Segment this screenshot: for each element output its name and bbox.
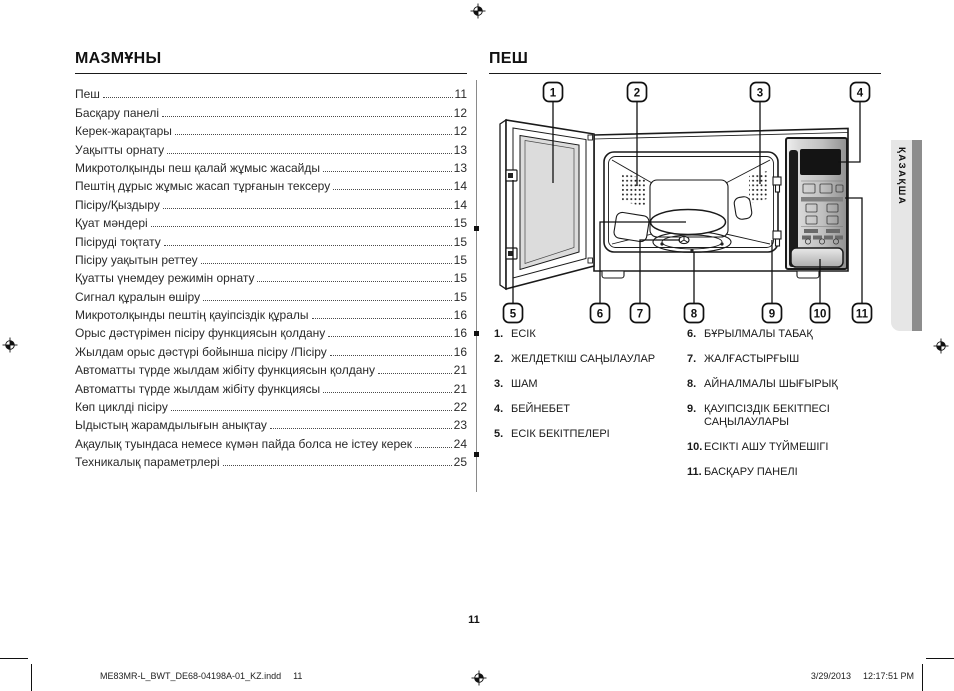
toc-entry-page: 16 <box>453 308 467 323</box>
toc-entry-page: 23 <box>453 418 467 433</box>
callout-11 <box>853 304 872 323</box>
part-item <box>687 466 887 479</box>
ventilation-holes-left <box>622 173 645 207</box>
toc-entry-page: 13 <box>453 160 467 175</box>
toc-leader-dots <box>328 336 451 337</box>
toc-leader-dots <box>323 171 452 172</box>
toc-leader-dots <box>257 281 451 282</box>
parts-list-left <box>494 328 676 453</box>
toc-entry <box>75 120 467 138</box>
footer-date: 3/29/2013 <box>810 671 851 681</box>
toc-entry-label: Көп циклді пісіру <box>75 400 168 415</box>
footer-file-page: 11 <box>293 671 303 681</box>
toc-entry-label: Қуат мәндері <box>75 216 148 231</box>
divider-mark <box>474 331 479 336</box>
toc-entry-label: Ыдыстың жарамдылығын анықтау <box>75 418 267 433</box>
toc-entry-page: 14 <box>453 197 467 212</box>
toc-entry <box>75 249 467 267</box>
toc-entry <box>75 396 467 414</box>
column-divider <box>476 80 477 492</box>
ventilation-holes-right <box>749 171 767 204</box>
part-item <box>494 378 676 391</box>
callout-2 <box>628 83 647 102</box>
lamp-cover <box>733 196 752 220</box>
registration-mark-right <box>933 338 949 354</box>
microwave-diagram <box>485 78 895 330</box>
toc-entry <box>75 285 467 303</box>
toc-entry <box>75 377 467 395</box>
part-label: ЕСІК <box>511 328 536 340</box>
footer-file-info <box>100 671 302 681</box>
toc-entry-label: Ақаулық туындаса немесе күмән пайда болса не істеу керек <box>75 436 413 451</box>
part-item <box>494 428 676 441</box>
coupler <box>679 236 689 243</box>
toc-entry <box>75 414 467 432</box>
svg-text:5: 5 <box>509 308 517 321</box>
svg-text:4: 4 <box>856 87 864 100</box>
toc-leader-dots <box>103 97 453 98</box>
oven-door <box>500 120 594 289</box>
toc-entry-page: 22 <box>453 400 467 415</box>
toc-leader-dots <box>167 153 452 154</box>
toc-entry <box>75 193 467 211</box>
toc-leader-dots <box>203 300 452 301</box>
toc-entry-label: Басқару панелі <box>75 105 160 120</box>
waveguide-cover <box>613 212 650 243</box>
part-item <box>687 378 887 391</box>
toc-entry-page: 24 <box>453 436 467 451</box>
toc-entry-page: 12 <box>453 105 467 120</box>
toc-entry-label: Уақытты орнату <box>75 142 165 157</box>
part-number: 7. <box>687 353 697 365</box>
part-number: 4. <box>494 403 504 415</box>
table-of-contents <box>75 50 467 469</box>
part-label: ЖЕЛДЕТКІШ САҢЫЛАУЛАР <box>511 353 656 365</box>
parts-list-right <box>687 328 887 491</box>
part-number: 6. <box>687 328 697 340</box>
toc-entry-page: 11 <box>454 87 467 102</box>
oven-section-title: ПЕШ <box>489 50 881 74</box>
oven-foot <box>797 271 819 278</box>
registration-mark-bottom <box>471 670 487 686</box>
callout-1 <box>544 83 563 102</box>
toc-entry <box>75 83 467 101</box>
toc-entry <box>75 322 467 340</box>
callout-10 <box>811 304 830 323</box>
callout-4 <box>851 83 870 102</box>
toc-entry-page: 14 <box>453 179 467 194</box>
crop-mark <box>31 664 32 691</box>
toc-entry <box>75 267 467 285</box>
toc-leader-dots <box>171 410 452 411</box>
toc-entry-label: Микротолқынды пештің қауіпсіздік құралы <box>75 308 309 323</box>
toc-entry-label: Пештің дұрыс жұмыс жасап тұрғанын тексеру <box>75 179 331 194</box>
toc-entry-page: 12 <box>453 124 467 139</box>
svg-text:6: 6 <box>596 308 604 321</box>
part-label: ЕСІК БЕКІТПЕЛЕРІ <box>511 428 610 440</box>
toc-entry-label: Пісіру/Қыздыру <box>75 197 160 212</box>
part-label: ҚАУІПСІЗДІК БЕКІТПЕСІ САҢЫЛАУЛАРЫ <box>704 403 830 428</box>
toc-leader-dots <box>333 189 451 190</box>
divider-mark <box>474 226 479 231</box>
toc-leader-dots <box>312 318 452 319</box>
part-item <box>687 328 887 341</box>
callout-9 <box>763 304 782 323</box>
toc-entry-page: 21 <box>453 363 467 378</box>
door-open-button <box>791 248 843 267</box>
toc-entry <box>75 340 467 358</box>
toc-entry <box>75 359 467 377</box>
part-label: ЖАЛҒАСТЫРҒЫШ <box>704 353 800 365</box>
page-number: 11 <box>468 614 480 626</box>
toc-title: МАЗМҰНЫ <box>75 50 467 74</box>
toc-leader-dots <box>201 263 452 264</box>
toc-leader-dots <box>151 226 452 227</box>
registration-mark-left <box>2 337 18 353</box>
toc-entry <box>75 230 467 248</box>
callout-3 <box>751 83 770 102</box>
part-number: 8. <box>687 378 697 390</box>
crop-mark <box>0 658 28 659</box>
part-number: 1. <box>494 328 504 340</box>
toc-entry <box>75 138 467 156</box>
toc-entry <box>75 175 467 193</box>
part-label: БАСҚАРУ ПАНЕЛІ <box>704 466 798 478</box>
toc-entry-label: Автоматты түрде жылдам жібіту функциясын қолдану <box>75 363 376 378</box>
part-number: 5. <box>494 428 504 440</box>
toc-entry-label: Жылдам орыс дәстүрі бойынша пісіру /Пісіру <box>75 344 327 359</box>
toc-entry-page: 16 <box>453 344 467 359</box>
callout-7 <box>631 304 650 323</box>
toc-entry <box>75 101 467 119</box>
svg-text:11: 11 <box>855 308 869 321</box>
svg-text:10: 10 <box>813 308 827 321</box>
part-label: ШАМ <box>511 378 538 390</box>
part-item <box>687 403 887 429</box>
display <box>800 149 841 175</box>
toc-entry-label: Техникалық параметрлері <box>75 455 220 470</box>
toc-leader-dots <box>164 245 452 246</box>
toc-leader-dots <box>415 447 452 448</box>
part-number: 2. <box>494 353 504 365</box>
toc-entry-label: Сигнал құралын өшіру <box>75 289 201 304</box>
toc-entry-label: Микротолқынды пеш қалай жұмыс жасайды <box>75 160 320 175</box>
toc-entry-page: 15 <box>453 289 467 304</box>
door-window <box>520 136 579 270</box>
registration-mark-top <box>470 3 486 19</box>
toc-entry-page: 13 <box>453 142 467 157</box>
toc-entry-label: Автоматты түрде жылдам жібіту функциясы <box>75 381 321 396</box>
toc-list <box>75 83 467 469</box>
door-hinge <box>588 258 593 263</box>
part-label: БЕЙНЕБЕТ <box>511 403 571 415</box>
callout-6 <box>591 304 610 323</box>
toc-leader-dots <box>330 355 452 356</box>
toc-entry-label: Орыс дәстүрімен пісіру функциясын қолдану <box>75 326 326 341</box>
toc-entry-label: Пісіруді тоқтату <box>75 234 161 249</box>
toc-entry-page: 21 <box>453 381 467 396</box>
svg-text:7: 7 <box>636 308 644 321</box>
svg-text:2: 2 <box>633 87 641 100</box>
part-item <box>494 328 676 341</box>
toc-leader-dots <box>163 208 452 209</box>
crop-mark <box>926 658 954 659</box>
part-item <box>494 353 676 366</box>
svg-text:9: 9 <box>768 308 776 321</box>
part-item <box>494 403 676 416</box>
footer-timestamp <box>811 671 914 681</box>
side-tab-label: ҚАЗАҚША <box>896 147 907 206</box>
part-number: 11. <box>687 466 702 478</box>
toc-entry-label: Қуатты үнемдеу режимін орнату <box>75 271 255 286</box>
oven-cavity <box>604 152 778 252</box>
part-number: 9. <box>687 403 697 415</box>
part-item <box>687 441 887 454</box>
toc-leader-dots <box>175 134 452 135</box>
part-number: 3. <box>494 378 504 390</box>
callout-5 <box>504 304 523 323</box>
callout-8 <box>685 304 704 323</box>
footer-filename: ME83MR-L_BWT_DE68-04198A-01_KZ.indd <box>100 671 282 681</box>
toc-leader-dots <box>223 465 452 466</box>
part-number: 10. <box>687 441 703 453</box>
toc-entry-page: 15 <box>453 234 467 249</box>
part-label: АЙНАЛМАЛЫ ШЫҒЫРЫҚ <box>704 378 838 390</box>
svg-text:1: 1 <box>549 87 557 100</box>
toc-entry-page: 15 <box>453 216 467 231</box>
part-label: ЕСІКТІ АШУ ТҮЙМЕШІГІ <box>704 441 829 453</box>
crop-mark <box>922 664 923 691</box>
side-tab-strip <box>912 140 922 331</box>
svg-text:8: 8 <box>690 308 698 321</box>
toc-leader-dots <box>162 116 452 117</box>
toc-entry-page: 16 <box>453 326 467 341</box>
control-panel <box>786 138 847 269</box>
part-item <box>687 353 887 366</box>
toc-entry <box>75 432 467 450</box>
oven-foot <box>602 271 624 278</box>
toc-leader-dots <box>323 392 452 393</box>
footer-time: 12:17:51 PM <box>862 671 914 681</box>
toc-entry-page: 15 <box>453 271 467 286</box>
toc-leader-dots <box>378 373 452 374</box>
toc-entry <box>75 304 467 322</box>
toc-leader-dots <box>270 428 452 429</box>
toc-entry-label: Керек-жарақтары <box>75 124 172 139</box>
language-side-tab <box>891 140 922 331</box>
toc-entry-page: 15 <box>453 252 467 267</box>
toc-entry <box>75 157 467 175</box>
toc-entry-page: 25 <box>453 455 467 470</box>
svg-text:3: 3 <box>756 87 764 100</box>
toc-entry-label: Пісіру уақытын реттеу <box>75 252 198 267</box>
part-label: БҰРЫЛМАЛЫ ТАБАҚ <box>704 328 813 340</box>
door-hinge <box>588 135 593 140</box>
oven-section-header <box>489 50 881 74</box>
divider-mark <box>474 452 479 457</box>
toc-entry <box>75 451 467 469</box>
toc-entry-label: Пеш <box>75 87 100 102</box>
toc-entry <box>75 212 467 230</box>
